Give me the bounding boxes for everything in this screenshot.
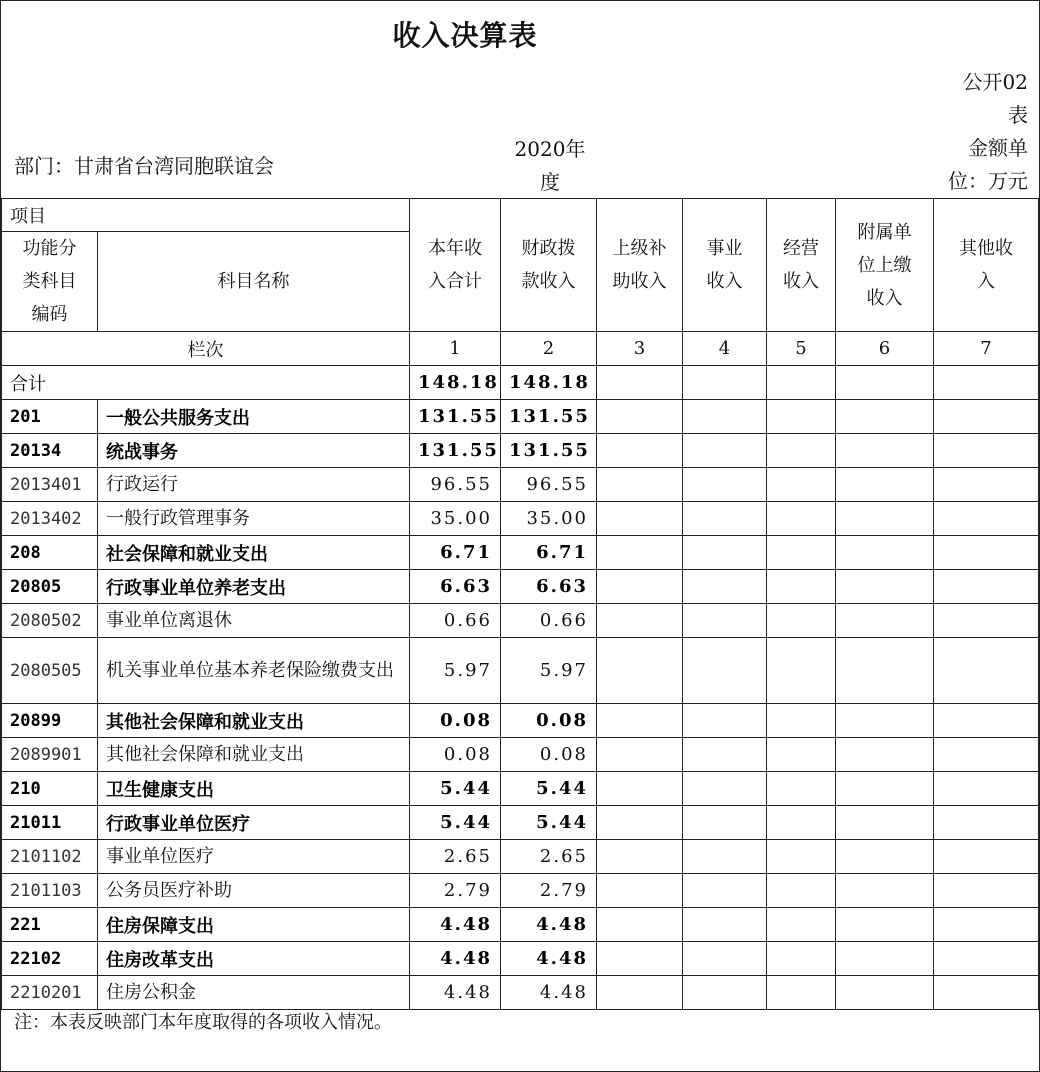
table-row	[2, 976, 1039, 1010]
empty-cell	[767, 604, 836, 638]
row-value: 6.63	[410, 570, 501, 604]
empty-cell	[836, 400, 934, 434]
empty-cell	[683, 638, 767, 704]
empty-cell	[934, 942, 1039, 976]
row-value: 0.08	[410, 738, 501, 772]
empty-cell	[597, 908, 683, 942]
header-col-3: 上级补 助收入	[597, 199, 683, 332]
table-row	[2, 570, 1039, 604]
empty-cell	[597, 604, 683, 638]
column-number: 6	[836, 332, 934, 366]
table-row	[2, 772, 1039, 806]
empty-cell	[767, 400, 836, 434]
empty-cell	[683, 604, 767, 638]
row-code: 2013401	[2, 468, 98, 502]
header-col-5: 经营 收入	[767, 199, 836, 332]
table-row	[2, 738, 1039, 772]
empty-cell	[934, 976, 1039, 1010]
empty-cell	[836, 638, 934, 704]
row-name: 公务员医疗补助	[98, 874, 410, 908]
empty-cell	[934, 908, 1039, 942]
empty-cell	[683, 400, 767, 434]
empty-cell	[836, 468, 934, 502]
department-label: 部门：甘肃省台湾同胞联谊会	[14, 154, 274, 178]
empty-cell	[836, 704, 934, 738]
empty-cell	[597, 434, 683, 468]
column-number: 3	[597, 332, 683, 366]
empty-cell	[767, 502, 836, 536]
empty-cell	[597, 704, 683, 738]
empty-cell	[597, 874, 683, 908]
row-value: 0.08	[501, 704, 597, 738]
column-number-row	[2, 332, 1039, 366]
header-name: 科目名称	[98, 232, 410, 332]
empty-cell	[683, 738, 767, 772]
empty-cell	[767, 738, 836, 772]
table-row	[2, 434, 1039, 468]
empty-cell	[836, 874, 934, 908]
row-value: 5.44	[410, 772, 501, 806]
empty-cell	[934, 570, 1039, 604]
form-number-line-2: 表	[1008, 103, 1028, 127]
table-row	[2, 908, 1039, 942]
row-value: 35.00	[501, 502, 597, 536]
empty-cell	[683, 704, 767, 738]
empty-cell	[934, 840, 1039, 874]
table-row	[2, 806, 1039, 840]
table-row	[2, 942, 1039, 976]
empty-cell	[683, 772, 767, 806]
total-label: 合计	[2, 366, 410, 400]
row-value: 131.55	[410, 434, 501, 468]
empty-cell	[683, 536, 767, 570]
row-value: 4.48	[410, 976, 501, 1010]
empty-cell	[934, 738, 1039, 772]
empty-cell	[597, 976, 683, 1010]
row-code: 20899	[2, 704, 98, 738]
empty-cell	[767, 536, 836, 570]
row-name: 行政事业单位养老支出	[98, 570, 410, 604]
row-name: 住房保障支出	[98, 908, 410, 942]
row-name: 行政事业单位医疗	[98, 806, 410, 840]
row-code: 2101103	[2, 874, 98, 908]
empty-cell	[836, 942, 934, 976]
row-value: 2.79	[410, 874, 501, 908]
empty-cell	[683, 908, 767, 942]
empty-cell	[767, 942, 836, 976]
row-code: 20805	[2, 570, 98, 604]
empty-cell	[836, 840, 934, 874]
empty-cell	[934, 874, 1039, 908]
amount-unit	[938, 132, 1028, 198]
empty-cell	[836, 536, 934, 570]
empty-cell	[934, 400, 1039, 434]
row-name: 机关事业单位基本养老保险缴费支出	[98, 638, 410, 704]
column-number: 7	[934, 332, 1039, 366]
empty-cell	[683, 570, 767, 604]
empty-cell	[767, 976, 836, 1010]
table-row	[2, 604, 1039, 638]
empty-cell	[934, 704, 1039, 738]
column-number: 2	[501, 332, 597, 366]
row-value: 5.44	[410, 806, 501, 840]
row-value: 5.44	[501, 806, 597, 840]
empty-cell	[767, 638, 836, 704]
empty-cell	[934, 772, 1039, 806]
empty-cell	[836, 806, 934, 840]
table-row	[2, 874, 1039, 908]
row-name: 社会保障和就业支出	[98, 536, 410, 570]
row-name: 一般行政管理事务	[98, 502, 410, 536]
row-code: 208	[2, 536, 98, 570]
row-value: 96.55	[410, 468, 501, 502]
empty-cell	[836, 976, 934, 1010]
column-number: 5	[767, 332, 836, 366]
empty-cell	[683, 502, 767, 536]
empty-cell	[934, 638, 1039, 704]
empty-cell	[836, 604, 934, 638]
header-col-7: 其他收 入	[934, 199, 1039, 332]
row-name: 住房改革支出	[98, 942, 410, 976]
table-row	[2, 638, 1039, 704]
empty-cell	[836, 772, 934, 806]
row-value: 4.48	[410, 942, 501, 976]
empty-cell	[767, 704, 836, 738]
row-code: 2013402	[2, 502, 98, 536]
table-row	[2, 840, 1039, 874]
form-number-line-1: 公开02	[962, 70, 1028, 94]
income-table	[1, 198, 1039, 1010]
row-code: 2080505	[2, 638, 98, 704]
empty-cell	[934, 536, 1039, 570]
row-name: 事业单位离退休	[98, 604, 410, 638]
empty-cell	[597, 840, 683, 874]
empty-cell	[934, 502, 1039, 536]
empty-cell	[767, 840, 836, 874]
empty-cell	[767, 570, 836, 604]
empty-cell	[767, 874, 836, 908]
empty-cell	[597, 536, 683, 570]
table-row	[2, 502, 1039, 536]
header-item: 项目	[2, 199, 410, 232]
row-value: 4.48	[501, 908, 597, 942]
row-value: 0.66	[410, 604, 501, 638]
empty-cell	[597, 806, 683, 840]
empty-cell	[836, 502, 934, 536]
empty-cell	[767, 908, 836, 942]
fiscal-year-line-2: 度	[540, 170, 560, 194]
row-name: 其他社会保障和就业支出	[98, 704, 410, 738]
empty-cell	[683, 840, 767, 874]
table-row	[2, 536, 1039, 570]
form-number	[938, 66, 1028, 132]
row-name: 行政运行	[98, 468, 410, 502]
row-code: 21011	[2, 806, 98, 840]
row-value: 131.55	[410, 400, 501, 434]
empty-cell	[836, 570, 934, 604]
row-value: 5.97	[410, 638, 501, 704]
empty-cell	[597, 738, 683, 772]
empty-cell	[934, 468, 1039, 502]
row-name: 事业单位医疗	[98, 840, 410, 874]
row-value: 131.55	[501, 434, 597, 468]
row-code: 221	[2, 908, 98, 942]
header-col-6: 附属单 位上缴 收入	[836, 199, 934, 332]
total-value: 148.18	[501, 366, 597, 400]
empty-cell	[597, 942, 683, 976]
table-row	[2, 400, 1039, 434]
empty-cell	[767, 806, 836, 840]
row-code: 20134	[2, 434, 98, 468]
empty-cell	[836, 434, 934, 468]
total-row	[2, 366, 1039, 400]
row-code: 2080502	[2, 604, 98, 638]
empty-cell	[934, 806, 1039, 840]
column-number: 1	[410, 332, 501, 366]
empty-cell	[597, 570, 683, 604]
fiscal-year	[505, 133, 595, 199]
row-value: 0.08	[410, 704, 501, 738]
row-code: 2210201	[2, 976, 98, 1010]
row-value: 0.66	[501, 604, 597, 638]
empty-cell	[597, 638, 683, 704]
empty-cell	[683, 874, 767, 908]
row-value: 35.00	[410, 502, 501, 536]
footnote: 注：本表反映部门本年度取得的各项收入情况。	[14, 1012, 392, 1033]
row-value: 6.71	[410, 536, 501, 570]
header-col-4: 事业 收入	[683, 199, 767, 332]
row-value: 4.48	[501, 942, 597, 976]
row-code: 201	[2, 400, 98, 434]
empty-cell	[767, 434, 836, 468]
row-code: 2089901	[2, 738, 98, 772]
empty-cell	[597, 772, 683, 806]
empty-cell	[597, 468, 683, 502]
row-name: 统战事务	[98, 434, 410, 468]
row-value: 96.55	[501, 468, 597, 502]
row-code: 22102	[2, 942, 98, 976]
amount-unit-line-2: 位：万元	[948, 169, 1028, 193]
row-code: 210	[2, 772, 98, 806]
row-code: 2101102	[2, 840, 98, 874]
empty-cell	[683, 468, 767, 502]
row-value: 6.63	[501, 570, 597, 604]
column-number: 4	[683, 332, 767, 366]
empty-cell	[597, 502, 683, 536]
header-code: 功能分 类科目 编码	[2, 232, 98, 332]
empty-cell	[767, 772, 836, 806]
row-value: 131.55	[501, 400, 597, 434]
total-value: 148.18	[410, 366, 501, 400]
row-name: 住房公积金	[98, 976, 410, 1010]
row-value: 4.48	[410, 908, 501, 942]
empty-cell	[683, 942, 767, 976]
lanci-label: 栏次	[2, 332, 410, 366]
header-col-1: 本年收 入合计	[410, 199, 501, 332]
row-value: 5.97	[501, 638, 597, 704]
row-value: 2.65	[410, 840, 501, 874]
header-row-item	[2, 199, 1039, 232]
row-name: 一般公共服务支出	[98, 400, 410, 434]
empty-cell	[597, 400, 683, 434]
row-value: 0.08	[501, 738, 597, 772]
empty-cell	[767, 468, 836, 502]
table-row	[2, 468, 1039, 502]
empty-cell	[683, 976, 767, 1010]
empty-cell	[934, 604, 1039, 638]
fiscal-year-line-1: 2020年	[514, 137, 586, 161]
page-title: 收入决算表	[392, 19, 538, 52]
header-col-2: 财政拨 款收入	[501, 199, 597, 332]
row-name: 其他社会保障和就业支出	[98, 738, 410, 772]
amount-unit-line-1: 金额单	[968, 136, 1028, 160]
row-value: 4.48	[501, 976, 597, 1010]
empty-cell	[934, 434, 1039, 468]
row-value: 2.79	[501, 874, 597, 908]
row-value: 5.44	[501, 772, 597, 806]
empty-cell	[683, 806, 767, 840]
row-value: 6.71	[501, 536, 597, 570]
empty-cell	[836, 908, 934, 942]
table-row	[2, 704, 1039, 738]
row-value: 2.65	[501, 840, 597, 874]
empty-cell	[683, 434, 767, 468]
row-name: 卫生健康支出	[98, 772, 410, 806]
empty-cell	[836, 738, 934, 772]
